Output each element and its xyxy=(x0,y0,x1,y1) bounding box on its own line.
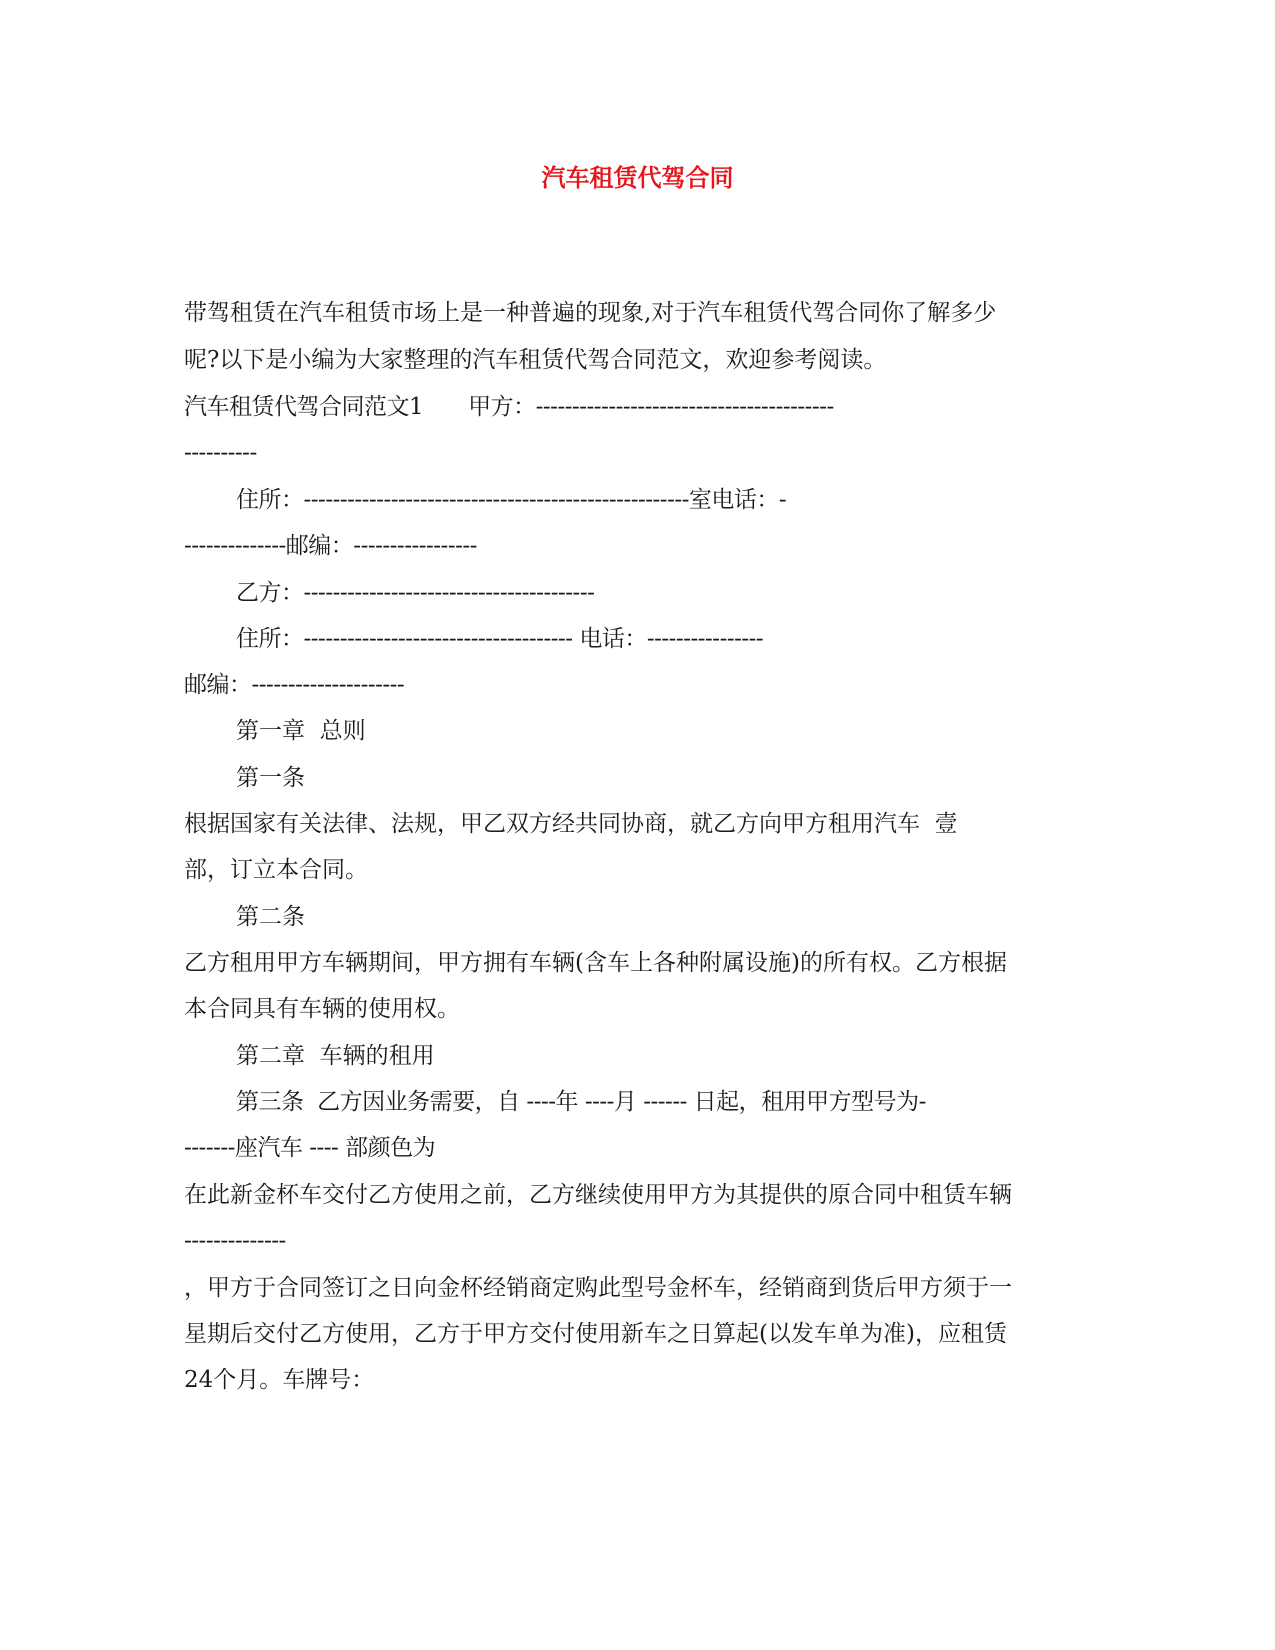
chapter-2-heading: 第二章 车辆的租用 xyxy=(236,1043,435,1069)
party-a-line: 汽车租赁代驾合同范文1 甲方：----------------------------------------- xyxy=(184,394,834,420)
article-1-line-1: 根据国家有关法律、法规，甲乙双方经共同协商，就乙方向甲方租用汽车 壹 xyxy=(184,811,958,837)
article-2-line-2: 本合同具有车辆的使用权。 xyxy=(184,996,460,1022)
article-3-line-6: 星期后交付乙方使用，乙方于甲方交付使用新车之日算起(以发车单为准)，应租赁 xyxy=(184,1321,1007,1347)
document-title: 汽车租赁代驾合同 xyxy=(541,163,734,192)
article-3-line-2: -------座汽车 ---- 部颜色为 xyxy=(184,1135,436,1161)
article-2-line-1: 乙方租用甲方车辆期间，甲方拥有车辆(含车上各种附属设施)的所有权。乙方根据 xyxy=(184,950,1007,976)
article-3-line-3: 在此新金杯车交付乙方使用之前，乙方继续使用甲方为其提供的原合同中租赁车辆 xyxy=(184,1182,1012,1208)
intro-line-1: 带驾租赁在汽车租赁市场上是一种普遍的现象,对于汽车租赁代驾合同你了解多少 xyxy=(184,300,997,326)
article-3-line-1: 第三条 乙方因业务需要，自 ----年 ----月 ------ 日起，租用甲方型号为- xyxy=(236,1089,926,1115)
article-3-line-7: 24个月。车牌号： xyxy=(184,1367,375,1393)
article-3-line-5: ，甲方于合同签订之日向金杯经销商定购此型号金杯车，经销商到货后甲方须于一 xyxy=(184,1275,1012,1301)
party-a-continued: ---------- xyxy=(184,440,257,466)
party-a-address: 住所：-----------------------------------------------------室电话：- xyxy=(236,487,787,513)
article-3-line-4: -------------- xyxy=(184,1228,286,1254)
article-1-line-2: 部，订立本合同。 xyxy=(184,857,368,883)
party-b-postcode: 邮编：--------------------- xyxy=(184,672,405,698)
party-b-line: 乙方：---------------------------------------- xyxy=(236,580,595,606)
intro-line-2: 呢?以下是小编为大家整理的汽车租赁代驾合同范文，欢迎参考阅读。 xyxy=(184,347,887,373)
article-2-heading: 第二条 xyxy=(236,904,305,930)
party-a-postcode: --------------邮编：----------------- xyxy=(184,533,477,559)
article-1-heading: 第一条 xyxy=(236,765,305,791)
chapter-1-heading: 第一章 总则 xyxy=(236,718,366,744)
party-b-address: 住所：------------------------------------- 电话：---------------- xyxy=(236,626,764,652)
